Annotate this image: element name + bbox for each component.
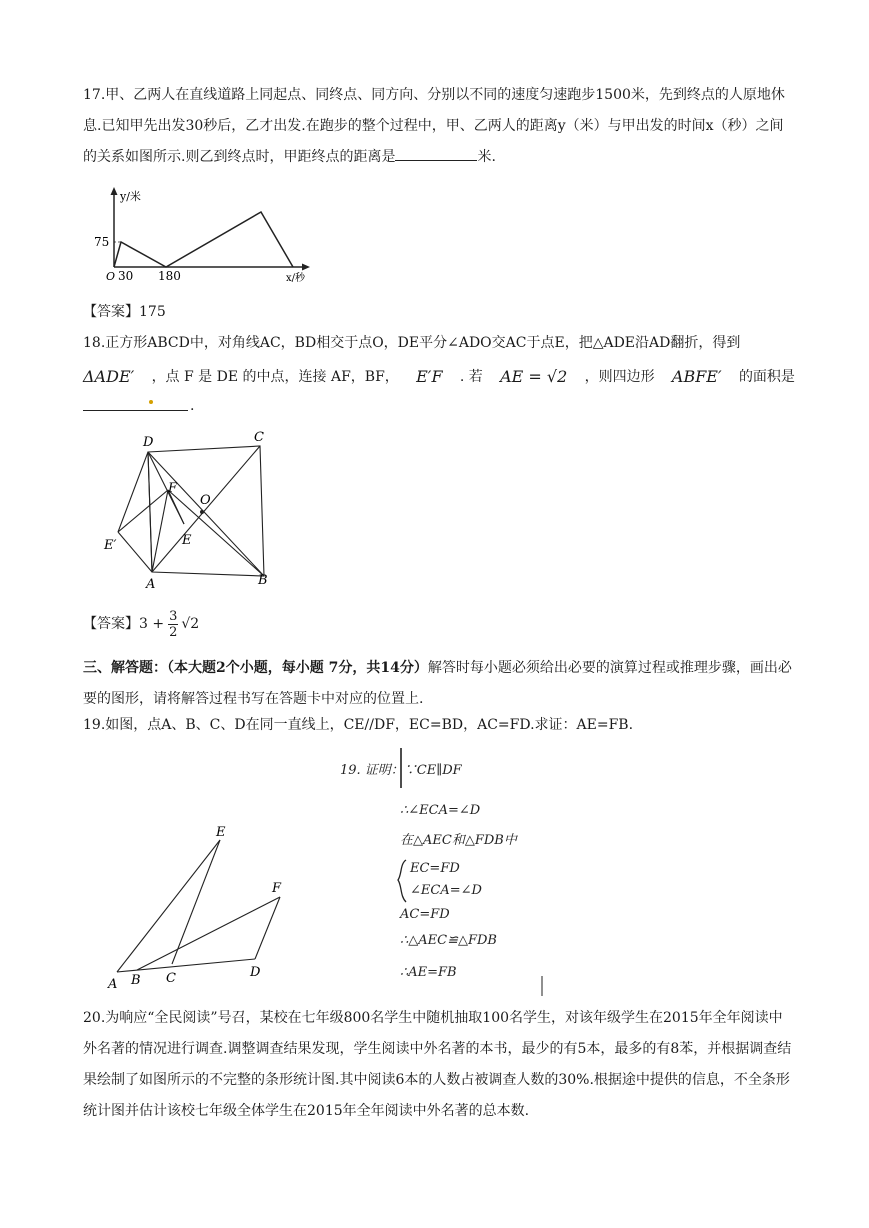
question-19-text: 19.如图，点A、B、C、D在同一直线上，CE//DF，EC=BD，AC=FD.求证：AE=FB.	[83, 717, 634, 733]
label-C: C	[254, 430, 264, 445]
q18-text-b: ，点 F 是 DE 的中点，连接 AF，BF，	[151, 369, 399, 385]
label-E: E	[216, 825, 226, 840]
answer-blank	[395, 146, 477, 161]
math-ae-equals: AE = √2	[500, 366, 568, 386]
question-20-text: 20.为响应“全民阅读”号召，某校在七年级800名学生中随机抽取100名学生，对该年级学生在2015年全年阅读中外名著的情况进行调查.调整调查结果发现，学生阅读中外名著的本书，最少的有5本，最多的有8苯，并根据调查结果绘制了如图所示的不完整的条形统计图.其中阅读6本的人数占被调查人数的30%.根据途中提供的信息，不全条形统计图并估计该校七年级全体学生在2015年全年阅读中外名著的总本数.	[83, 1010, 792, 1119]
q18-answer	[83, 604, 199, 644]
answer-root: √2	[181, 616, 200, 632]
fraction-numerator: 3	[169, 608, 178, 624]
label-E: E	[182, 533, 192, 548]
label-A: A	[108, 977, 118, 992]
answer-label: 【答案】	[83, 304, 139, 320]
question-18-line1: 18.正方形ABCD中，对角线AC，BD相交于点O，DE平分∠ADO交AC于点E，把△ADE沿AD翻折，得到	[83, 335, 741, 351]
label-D: D	[250, 965, 261, 980]
label-D: D	[143, 435, 154, 450]
handwriting-line-5: ∠ECA=∠D	[410, 883, 482, 898]
x-axis-label: x/秒	[286, 273, 306, 282]
handwriting-line-6: AC=FD	[400, 907, 450, 922]
answer-fraction	[168, 609, 178, 640]
origin-label: O	[106, 270, 116, 282]
q17-graph	[88, 182, 318, 282]
label-B: B	[258, 573, 268, 588]
answer-label: 【答案】	[83, 616, 139, 632]
label-A: A	[146, 577, 156, 592]
label-O: O	[200, 493, 211, 508]
tick-30: 30	[118, 269, 134, 282]
section-3-header	[83, 653, 795, 715]
question-17-unit: 米.	[477, 149, 496, 165]
section-3-instructions: 解答时每小题必须给出必要的演算过程或推理步骤，画出必要的图形，请将解答过程书写在答题卡中对应的位置上.	[83, 660, 792, 707]
handwriting-line-7: ∴△AEC≌△FDB	[400, 933, 497, 948]
answer-value: 175	[139, 304, 166, 320]
section-3-title: 三、解答题：（本大题2个小题，每小题 7分，共14分）	[83, 660, 428, 676]
answer-int: 3 +	[139, 616, 165, 632]
q18-text-f: ，则四边形	[584, 369, 655, 385]
fraction-denominator: 2	[169, 624, 178, 640]
handwriting-line-1: 19. 证明：∵CE∥DF	[340, 763, 462, 778]
q18-figure	[98, 428, 278, 593]
q18-end: .	[190, 398, 195, 414]
q19-figure	[100, 822, 300, 992]
handwritten-proof	[340, 748, 560, 998]
label-B: B	[131, 973, 141, 988]
question-17	[83, 80, 795, 173]
tick-75: 75	[94, 235, 110, 249]
label-C: C	[166, 971, 176, 986]
label-E-prime: E′	[104, 538, 117, 553]
question-18-line2	[83, 356, 795, 396]
q18-text-h: 的面积是	[738, 369, 795, 385]
handwriting-line-4: EC=FD	[410, 861, 460, 876]
tick-180: 180	[158, 269, 181, 282]
handwriting-line-3: 在△AEC和△FDB中	[400, 833, 517, 848]
label-F: F	[168, 481, 178, 496]
graph-line	[114, 212, 293, 267]
math-e-prime-f: E′F	[416, 366, 443, 386]
label-F: F	[272, 881, 282, 896]
math-ade-prime: ΔADE′	[83, 366, 135, 386]
q17-answer	[83, 302, 166, 322]
question-17-text: 17.甲、乙两人在直线道路上同起点、同终点、同方向、分别以不同的速度匀速跑步1500米，先到终点的人原地休息.已知甲先出发30秒后，乙才出发.在跑步的整个过程中，甲、乙两人的距离y（米）与甲出发的时间x（秒）之间的关系如图所示.则乙到终点时，甲距终点的距离是	[83, 87, 785, 165]
math-abfe-prime: ABFE′	[671, 366, 722, 386]
y-axis-label: y/米	[120, 190, 141, 203]
q18-text-d: . 若	[459, 369, 483, 385]
handwriting-line-2: ∴∠ECA=∠D	[400, 803, 481, 818]
handwriting-line-8: ∴AE=FB	[400, 965, 457, 980]
answer-blank-18	[83, 398, 188, 411]
